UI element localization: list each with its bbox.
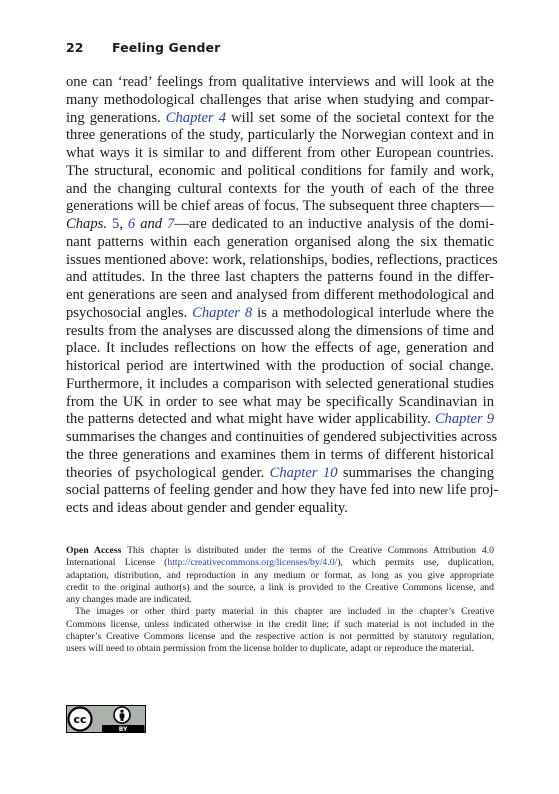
notice-line: [66, 606, 494, 618]
text-run: one can ‘read’ feelings from qualitative interviews and will look at the: [66, 74, 494, 90]
text-run: and attitudes. In the three last chapters the patterns found in the differ-: [66, 269, 494, 286]
body-line: [66, 198, 494, 216]
body-line: [66, 163, 494, 181]
text-run: and the changing cultural contexts for the youth of each of the three: [66, 180, 494, 197]
chapter-link[interactable]: Chapter 4: [165, 109, 226, 126]
text-run: ects and ideas about gender and gender equality.: [66, 500, 348, 516]
notice-line: [66, 619, 494, 631]
notice-line: [66, 570, 494, 582]
chapter-link[interactable]: Chapter 10: [269, 464, 338, 481]
body-line: [66, 358, 494, 376]
cc-by-logo: [66, 705, 146, 733]
text-run: psychosocial angles.: [66, 304, 193, 321]
body-line: [66, 394, 494, 412]
italic-text: Chaps.: [66, 216, 112, 232]
text-run: This chapter is distributed under the terms of the Creative Commons Attribution 4.0: [121, 545, 495, 556]
by-label: BY: [118, 726, 128, 733]
body-line: [66, 305, 494, 323]
text-run: the patterns detected and what might have wider applicability.: [66, 411, 435, 428]
text-run: ), which permits use, duplication,: [337, 557, 494, 569]
text-run: social patterns of feeling gender and how they have fed into new life proj-: [66, 482, 499, 499]
body-line: [66, 411, 494, 429]
body-line: [66, 269, 494, 287]
text-run: ,: [119, 216, 128, 232]
notice-line: [66, 643, 494, 655]
body-line: [66, 145, 494, 163]
text-run: The images or other third party material in this chapter are included in the chapter’s Creative: [75, 606, 494, 618]
chapter-link[interactable]: Chapter 8: [192, 304, 253, 321]
notice-line: [66, 545, 494, 557]
text-run: chapter’s Creative Commons license and the respective action is not permitted by statutory regulation,: [66, 631, 494, 643]
chapter-link[interactable]: 6: [127, 216, 136, 232]
body-line: [66, 500, 494, 518]
text-run: results from the analyses are discussed along the dimensions of time and: [66, 322, 494, 339]
creative-commons-icon: [69, 708, 92, 731]
body-line: [66, 323, 494, 341]
text-run: nant patterns within each generation organised along the six thematic: [66, 233, 494, 250]
text-run: Furthermore, it includes a comparison with selected generational studies: [66, 375, 494, 392]
open-access-label: Open Access: [66, 545, 122, 556]
body-line: [66, 127, 494, 145]
text-run: historical period are intertwined with the production of social change.: [66, 358, 494, 374]
text-run: three generations of the study, particularly the Norwegian context and in: [66, 127, 494, 144]
attribution-person-icon: [114, 707, 130, 723]
body-line: [66, 92, 494, 110]
text-run: from the UK in order to see what may be specifically Scandinavian in: [66, 393, 494, 410]
body-line: [66, 234, 494, 252]
text-run: will set some of the societal context for the: [226, 109, 494, 126]
body-line: [66, 376, 494, 394]
cc-by-license-badge[interactable]: [66, 705, 146, 733]
text-run: adaptation, distribution, and reproduction in any medium or format, as long as you give appropriate: [66, 569, 494, 581]
body-line: [66, 251, 498, 270]
text-run: The structural, economic and political conditions for family and work,: [66, 162, 494, 179]
running-title: Feeling Gender: [112, 40, 221, 55]
body-line: [66, 447, 494, 465]
body-line: [66, 181, 494, 199]
open-access-notice: [66, 545, 494, 656]
running-head: [66, 40, 220, 55]
chapter-link[interactable]: Chapter 9: [434, 411, 494, 428]
text-run: ing generations.: [66, 109, 166, 126]
text-run: what ways it is similar to and different from other European countries.: [66, 145, 494, 161]
body-paragraph: [66, 74, 499, 518]
body-line: [66, 216, 494, 234]
chapter-link[interactable]: 5: [111, 216, 120, 232]
body-line: [66, 465, 494, 483]
text-run: any changes made are indicated.: [66, 594, 192, 606]
text-run: —are dedicated to an inductive analysis of the domi-: [174, 216, 494, 232]
cc-logo-text: cc: [73, 713, 87, 726]
text-run: credit to the original author(s) and the source, a link is provided to the Creative Commons license, and: [66, 581, 494, 593]
notice-line: [66, 631, 494, 643]
italic-text: and: [135, 216, 168, 232]
page-number: 22: [66, 40, 84, 55]
body-line: [66, 340, 494, 358]
license-url-link[interactable]: http://creativecommons.org/licenses/by/4.0/: [167, 557, 338, 569]
text-run: summarises the changing: [337, 464, 494, 481]
text-run: the three generations and examines them in terms of different historical: [66, 446, 494, 463]
text-run: Commons license, unless indicated otherwise in the credit line; if such material is not included in the: [66, 618, 494, 630]
text-run: users will need to obtain permission from the license holder to duplicate, adapt or reproduce the material.: [66, 643, 474, 655]
notice-line: [66, 582, 494, 594]
body-line: [66, 110, 494, 128]
body-line: [66, 482, 499, 500]
text-run: International License (: [66, 557, 168, 569]
body-line: [66, 287, 494, 305]
chapter-link[interactable]: 7: [167, 216, 175, 232]
text-run: generations will be chief areas of focus. The subsequent three chapters—: [66, 198, 494, 215]
body-line: [66, 74, 494, 92]
text-run: place. It includes reflections on how the effects of age, generation and: [66, 340, 494, 357]
text-run: many methodological challenges that arise when studying and compar-: [66, 91, 494, 108]
body-line: [66, 429, 498, 447]
text-run: summarises the changes and continuities of gendered subjectivities across: [66, 429, 498, 445]
text-run: theories of psychological gender.: [66, 464, 270, 481]
notice-line: [66, 557, 494, 569]
text-run: issues mentioned above: work, relationships, bodies, reflections, practices: [66, 251, 498, 268]
text-run: is a methodological interlude where the: [252, 304, 494, 321]
text-run: ent generations are seen and analysed from different methodological and: [66, 287, 494, 303]
notice-line: [66, 594, 494, 606]
